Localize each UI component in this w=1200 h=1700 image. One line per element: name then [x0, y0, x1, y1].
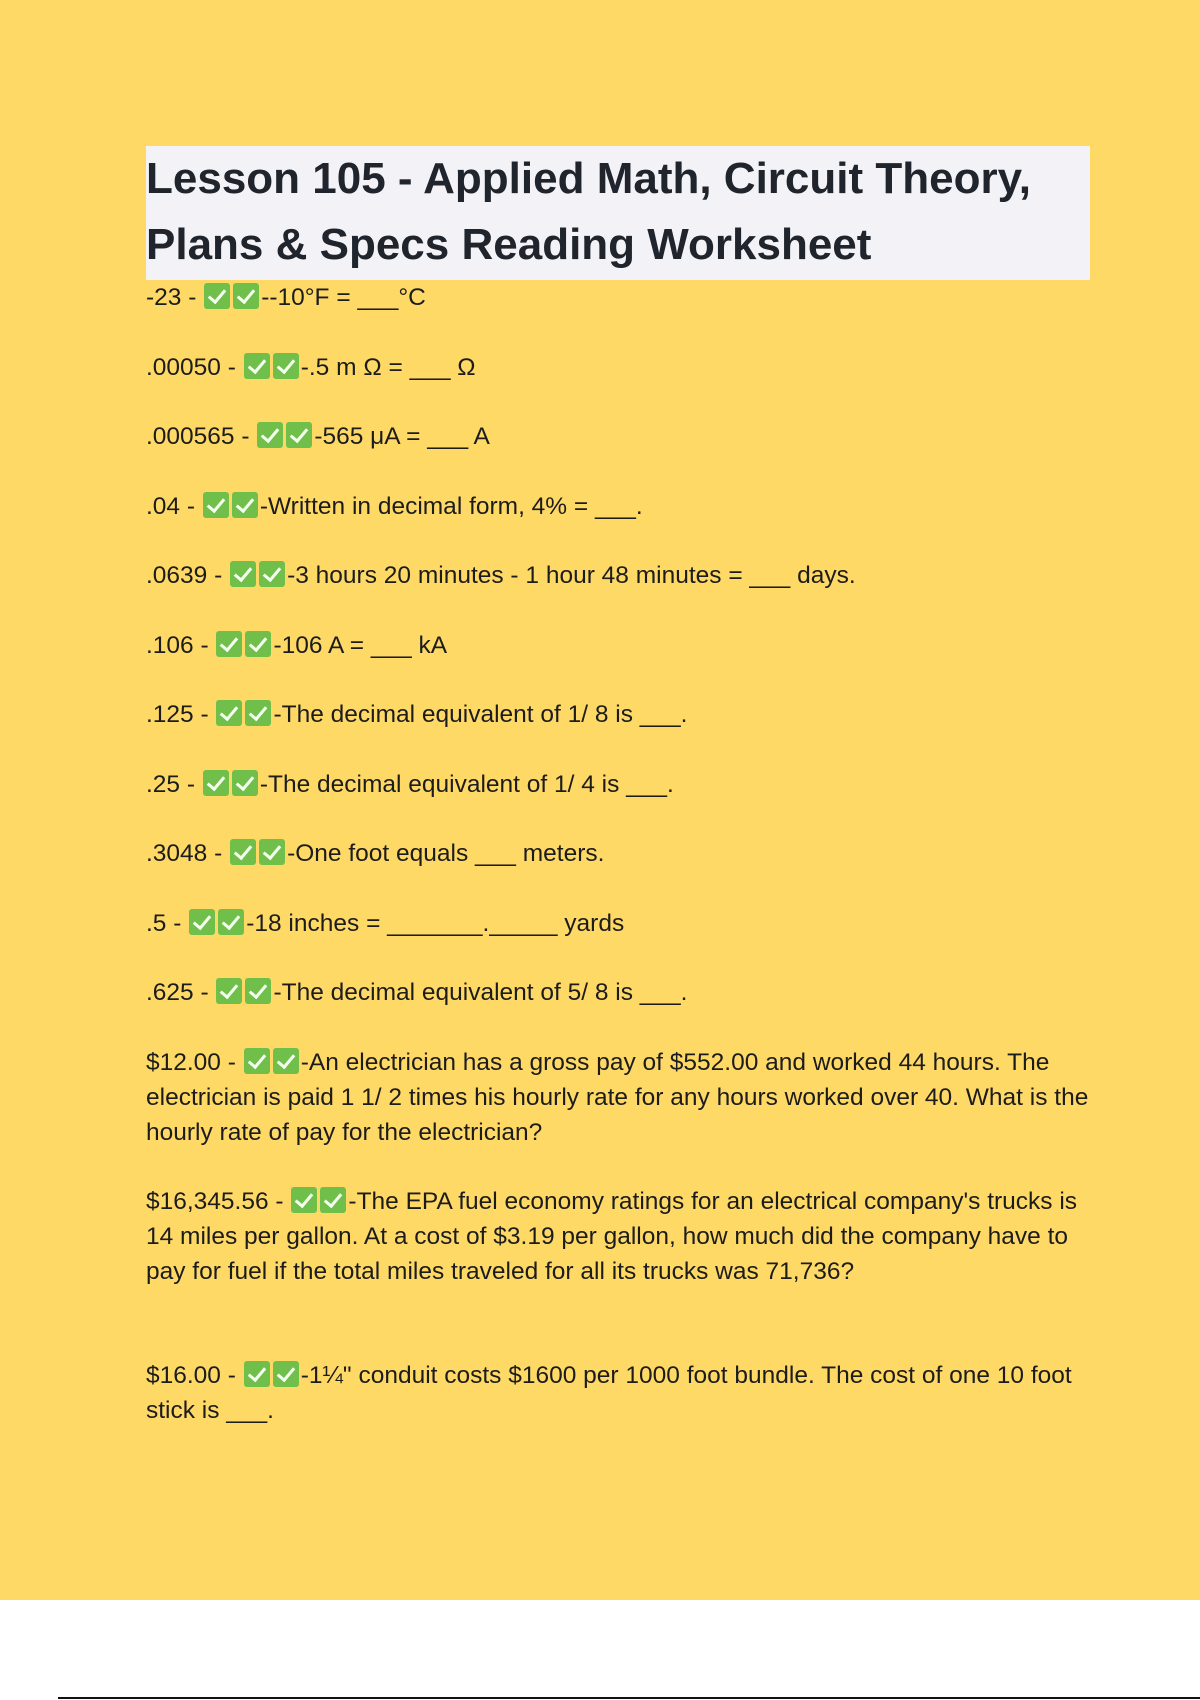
- question-text: -The EPA fuel economy ratings for an electrical company's trucks is 14 miles per gallon. At a cost of $3.19 per gallon, how much did the company have to pay for fuel if the total miles traveled for all its trucks was 71,736?: [146, 1188, 1078, 1285]
- question-text: -The decimal equivalent of 5/ 8 is ___.: [273, 979, 688, 1006]
- qa-item: [146, 697, 1096, 732]
- check-mark-icon: [203, 770, 229, 796]
- question-text: -The decimal equivalent of 1/ 8 is ___.: [273, 701, 688, 728]
- answer-text: .625 -: [146, 979, 216, 1006]
- check-mark-icon: [244, 1048, 270, 1074]
- check-mark-icon: [273, 353, 299, 379]
- qa-item: [146, 1358, 1096, 1428]
- qa-item: [146, 419, 1096, 454]
- check-mark-icon: [259, 561, 285, 587]
- question-text: -18 inches = _______._____ yards: [246, 910, 625, 937]
- answer-text: .125 -: [146, 701, 216, 728]
- check-mark-icon: [273, 1048, 299, 1074]
- check-mark-icon: [204, 283, 230, 309]
- qa-item: [146, 767, 1096, 802]
- qa-item: [146, 975, 1096, 1010]
- qa-item: [146, 558, 1096, 593]
- check-mark-icon: [218, 909, 244, 935]
- question-text: -106 A = ___ kA: [273, 632, 448, 659]
- answer-text: $16,345.56 -: [146, 1188, 291, 1215]
- question-text: -3 hours 20 minutes - 1 hour 48 minutes = ___ days.: [287, 562, 856, 589]
- check-mark-icon: [259, 839, 285, 865]
- check-mark-icon: [245, 978, 271, 1004]
- answer-text: .25 -: [146, 771, 202, 798]
- check-mark-icon: [320, 1187, 346, 1213]
- check-mark-icon: [245, 631, 271, 657]
- check-mark-icon: [230, 561, 256, 587]
- answer-text: .000565 -: [146, 423, 257, 450]
- answer-text: .106 -: [146, 632, 216, 659]
- footer-divider: [58, 1697, 1200, 1699]
- page-title: Lesson 105 - Applied Math, Circuit Theory, Plans & Specs Reading Worksheet: [146, 154, 1032, 269]
- check-mark-icon: [216, 631, 242, 657]
- qa-item: [146, 628, 1096, 663]
- check-mark-icon: [291, 1187, 317, 1213]
- qa-item: [146, 280, 1096, 315]
- question-text: --10°F = ___°C: [261, 284, 426, 311]
- answer-text: .04 -: [146, 493, 202, 520]
- answer-text: .0639 -: [146, 562, 230, 589]
- check-mark-icon: [273, 1361, 299, 1387]
- check-mark-icon: [257, 422, 283, 448]
- check-mark-icon: [286, 422, 312, 448]
- check-mark-icon: [232, 770, 258, 796]
- question-text: -An electrician has a gross pay of $552.00 and worked 44 hours. The electrician is paid 1 1/ 2 times his hourly rate for any hours worked over 40. What is the hourly rate of pay for the electrician?: [146, 1049, 1089, 1146]
- answer-text: .3048 -: [146, 840, 230, 867]
- qa-item: [146, 1045, 1096, 1150]
- question-text: -The decimal equivalent of 1/ 4 is ___.: [259, 771, 674, 798]
- question-text: -565 μA = ___ A: [314, 423, 490, 450]
- check-mark-icon: [216, 978, 242, 1004]
- check-mark-icon: [233, 283, 259, 309]
- qa-item: [146, 906, 1096, 941]
- check-mark-icon: [203, 492, 229, 518]
- qa-item: [146, 350, 1096, 385]
- answer-text: $12.00 -: [146, 1049, 243, 1076]
- check-mark-icon: [216, 700, 242, 726]
- check-mark-icon: [230, 839, 256, 865]
- question-text: -.5 m Ω = ___ Ω: [300, 354, 476, 381]
- check-mark-icon: [244, 353, 270, 379]
- check-mark-icon: [245, 700, 271, 726]
- answer-text: -23 -: [146, 284, 204, 311]
- qa-item: [146, 836, 1096, 871]
- qa-item: [146, 489, 1096, 524]
- check-mark-icon: [244, 1361, 270, 1387]
- answer-text: .5 -: [146, 910, 189, 937]
- answer-text: $16.00 -: [146, 1362, 243, 1389]
- question-text: -1¼" conduit costs $1600 per 1000 foot bundle. The cost of one 10 foot stick is ___.: [146, 1362, 1072, 1424]
- question-text: -One foot equals ___ meters.: [287, 840, 605, 867]
- check-mark-icon: [232, 492, 258, 518]
- question-text: -Written in decimal form, 4% = ___.: [259, 493, 643, 520]
- qa-item: [146, 1184, 1096, 1289]
- check-mark-icon: [189, 909, 215, 935]
- answer-text: .00050 -: [146, 354, 243, 381]
